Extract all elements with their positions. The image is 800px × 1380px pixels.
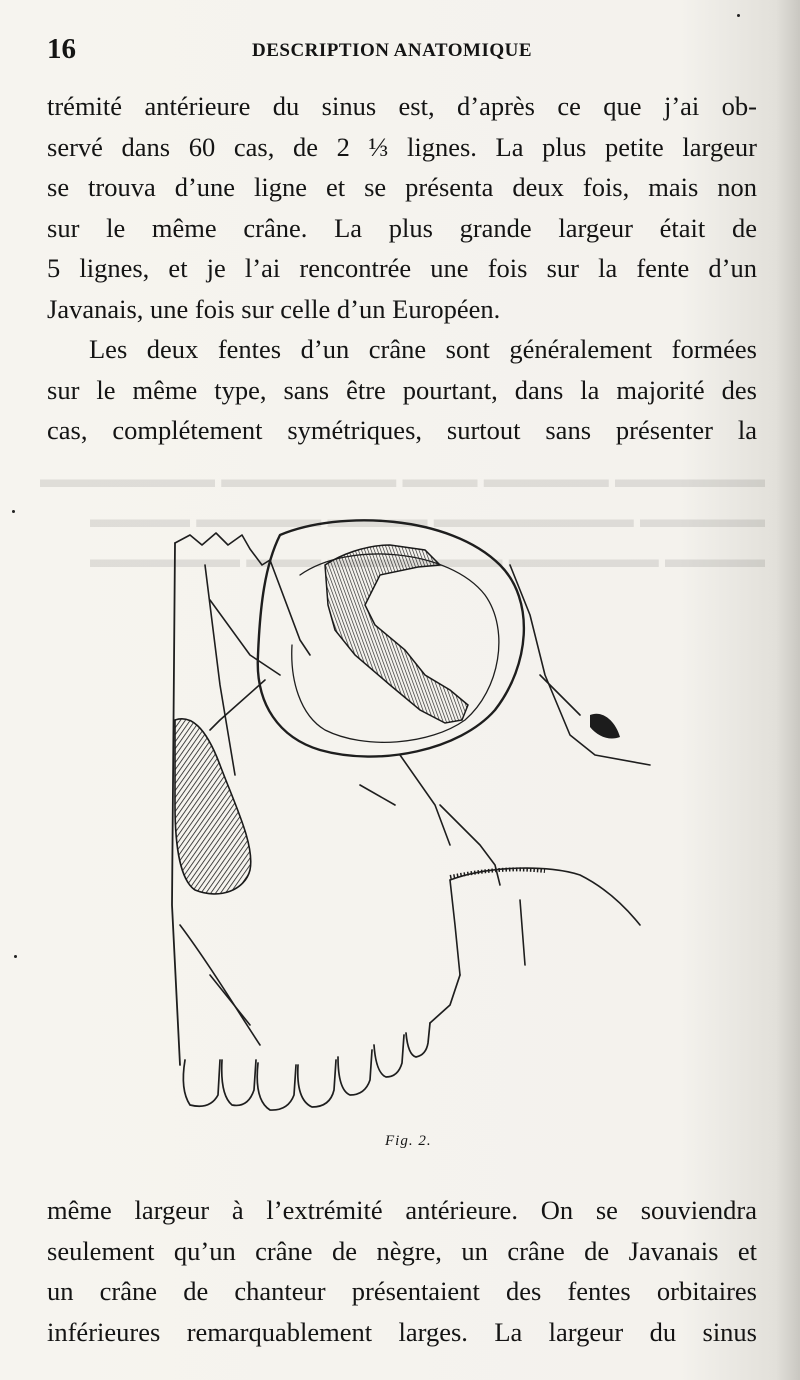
print-speck (12, 510, 15, 513)
running-head: DESCRIPTION ANATOMIQUE (252, 40, 533, 61)
text-line: Les deux fentes d’un crâne sont généralement formées (89, 334, 757, 364)
nasal-shading (175, 719, 251, 894)
infraorbital-foramen (590, 714, 620, 739)
text-line: sur le même crâne. La plus grande largeur était de (47, 212, 757, 243)
text-line: se trouva d’une ligne et se présenta deux fois, mais non (47, 172, 757, 202)
skull-illustration (150, 505, 670, 1130)
print-speck (737, 14, 740, 17)
body-text-top (47, 86, 757, 451)
show-through-texture: ▬▬▬▬▬▬ ▬▬▬▬▬ ▬▬▬ ▬▬▬▬▬▬▬ ▬▬▬▬▬▬▬ ▬▬▬▬▬ ▬▬▬▬▬▬▬▬ ▬▬▬▬ ▬▬▬▬▬ ▬▬▬▬ ▬▬▬▬ ▬▬▬▬▬▬ ▬▬▬ ▬▬▬▬▬▬ (40, 466, 765, 573)
body-text-bottom (47, 1190, 757, 1352)
text-line: cas, complétement symétriques, surtout sans présenter la (47, 415, 757, 445)
figure-caption: Fig. 2. (385, 1133, 432, 1149)
print-speck (14, 955, 17, 958)
text-line: trémité antérieure du sinus est, d’après ce que j’ai ob- (47, 91, 757, 121)
zygomatic (510, 565, 650, 765)
page-header (47, 33, 752, 67)
text-line: Javanais, une fois sur celle d’un Européen. (47, 293, 501, 324)
text-line: inférieures remarquablement larges. La largeur du sinus (47, 1316, 757, 1347)
text-line: sur le même type, sans être pourtant, dans la majorité des (47, 374, 757, 405)
text-line: un crâne de chanteur présentaient des fentes orbitaires (47, 1276, 757, 1306)
page-number: 16 (47, 33, 76, 65)
text-line: servé dans 60 cas, de 2 ⅓ lignes. La plus petite largeur (47, 131, 757, 162)
orbital-fissure (325, 545, 468, 723)
skull-outline-top (175, 533, 270, 565)
text-line: même largeur à l’extrémité antérieure. On se souviendra (47, 1195, 757, 1225)
maxilla (450, 868, 640, 925)
text-line: 5 lignes, et je l’ai rencontrée une fois sur la fente d’un (47, 253, 757, 283)
text-line: seulement qu’un crâne de nègre, un crâne de Javanais et (47, 1235, 757, 1266)
teeth (183, 975, 460, 1110)
